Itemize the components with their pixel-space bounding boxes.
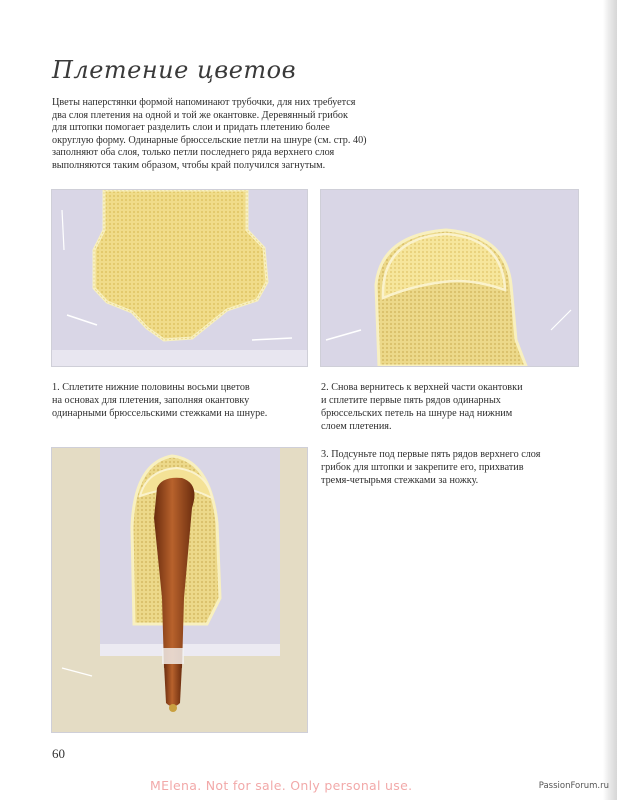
photo-step-3-image — [52, 448, 307, 732]
intro-line: выполняются таким образом, чтобы край получился загнутым. — [52, 159, 326, 171]
caption-line: одинарными брюссельскими стежками на шнуре. — [52, 408, 268, 419]
caption-line: 2. Снова вернитесь к верхней части окантовки — [321, 382, 523, 393]
caption-line: грибок для штопки и закрепите его, прихватив — [321, 462, 524, 473]
photo-step-1-image — [52, 190, 307, 366]
intro-line: два слоя плетения на одной и той же окантовке. Деревянный грибок — [52, 109, 348, 121]
photo-step-2 — [320, 189, 579, 367]
caption-line: слоем плетения. — [321, 421, 392, 432]
intro-line: округлую форму. Одинарные брюссельские петли на шнуре (см. стр. 40) — [52, 134, 367, 146]
caption-step-3 — [321, 448, 540, 487]
caption-line: брюссельских петель на шнуре над нижним — [321, 408, 513, 419]
caption-line: 3. Подсуньте под первые пять рядов верхнего слоя — [321, 449, 541, 460]
intro-line: Цветы наперстянки формой напоминают трубочки, для них требуется — [52, 97, 356, 108]
book-spine-shadow — [603, 0, 617, 800]
caption-line: 1. Сплетите нижние половины восьми цветов — [52, 382, 250, 393]
site-watermark: PassionForum.ru — [538, 781, 609, 791]
caption-line: и сплетите первые пять рядов одинарных — [321, 395, 501, 406]
caption-step-2 — [321, 381, 523, 433]
intro-line: для штопки помогает разделить слои и придать плетению более — [52, 122, 330, 133]
page-number: 60 — [52, 746, 65, 761]
intro-paragraph — [52, 97, 412, 172]
photo-step-2-image — [321, 190, 578, 366]
caption-line: тремя-четырьмя стежками за ножку. — [321, 475, 479, 486]
watermark-text: MElena. Not for sale. Only personal use. — [150, 778, 413, 793]
page-title: Плетение цветов — [52, 56, 297, 84]
intro-line: заполняют оба слоя, только петли последнего ряда верхнего слоя — [52, 147, 335, 158]
caption-step-1 — [52, 381, 267, 420]
caption-line: на основах для плетения, заполняя окантовку — [52, 395, 250, 406]
photo-step-3 — [51, 447, 308, 733]
photo-step-1 — [51, 189, 308, 367]
